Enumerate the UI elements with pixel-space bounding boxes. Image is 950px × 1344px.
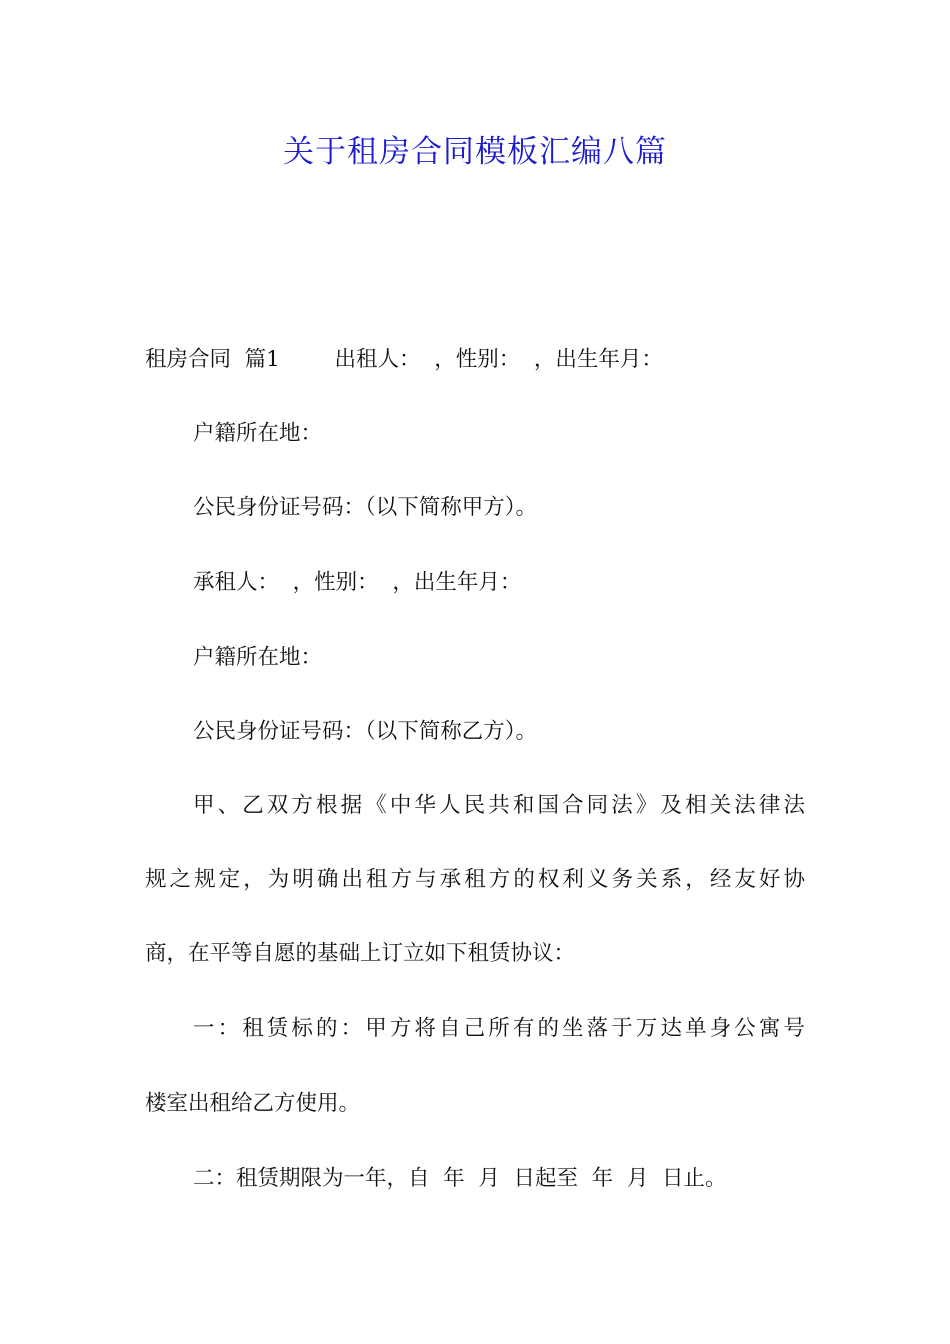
text-line: 承租人： ，性别： ，出生年月： [193,570,522,595]
text-line: 一：租赁标的：甲方将自己所有的坐落于万达单身公寓号 [193,1016,805,1041]
text-line: 户籍所在地： [193,421,323,446]
document-title: 关于租房合同模板汇编八篇 [283,134,667,170]
text-line: 公民身份证号码：（以下简称甲方）。 [193,495,538,520]
text-line: 规之规定，为明确出租方与承租方的权利义务关系，经友好协 [145,867,805,892]
text-line: 租房合同 篇1 出租人： ，性别： ，出生年月： [145,347,663,372]
text-line: 二：租赁期限为一年，自 年 月 日起至 年 月 日止。 [193,1166,727,1191]
text-line: 公民身份证号码：（以下简称乙方）。 [193,719,538,744]
text-line: 甲、乙双方根据《中华人民共和国合同法》及相关法律法 [193,793,805,818]
text-line: 户籍所在地： [193,645,323,670]
text-line: 楼室出租给乙方使用。 [145,1091,361,1116]
text-line: 商，在平等自愿的基础上订立如下租赁协议： [145,941,576,966]
